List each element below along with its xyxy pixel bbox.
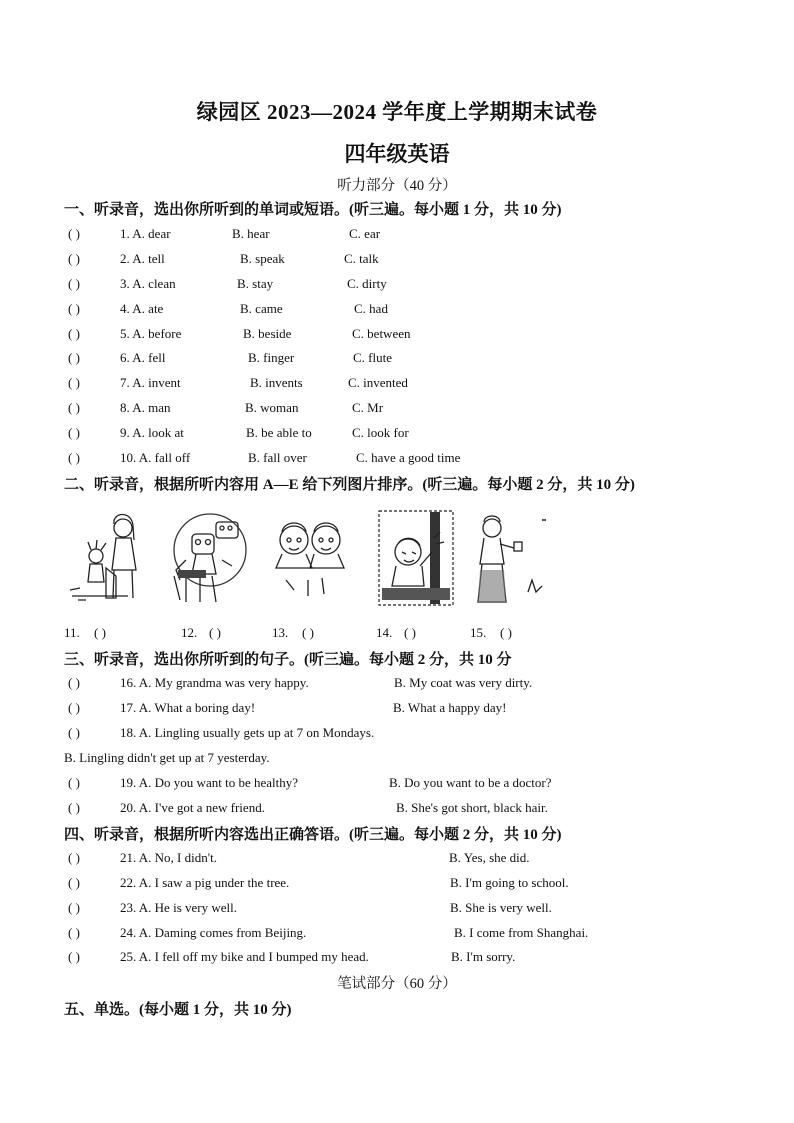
- q23-option-b: B. She is very well.: [450, 900, 552, 915]
- picture-boy-bumped-head: [376, 508, 456, 608]
- q4-option-a: 4. A. ate: [120, 301, 164, 316]
- pic-label-15: 15.: [470, 625, 487, 640]
- q9-option-b: B. be able to: [246, 425, 312, 440]
- q2-option-a: 2. A. tell: [120, 251, 165, 266]
- q7-option-b: B. invents: [250, 375, 303, 390]
- picture-children-talking: [66, 508, 148, 608]
- q5-option-a: 5. A. before: [120, 326, 182, 341]
- q3-option-c: C. dirty: [347, 276, 387, 291]
- answer-bracket[interactable]: ( ): [68, 326, 80, 341]
- q25-option-b: B. I'm sorry.: [451, 949, 516, 964]
- q6-option-b: B. finger: [248, 350, 295, 365]
- q22-option-b: B. I'm going to school.: [450, 875, 569, 890]
- q24-option-b: B. I come from Shanghai.: [454, 925, 589, 940]
- picture-old-woman-cup: [470, 508, 550, 608]
- q22-option-a: 22. A. I saw a pig under the tree.: [120, 875, 290, 890]
- q5-option-b: B. beside: [243, 326, 292, 341]
- q7-option-c: C. invented: [348, 375, 408, 390]
- section-1-heading: 一、听录音，选出你所听到的单词或短语。(听三遍。每小题 1 分，共 10 分): [64, 202, 562, 218]
- q1-option-a: 1. A. dear: [120, 226, 171, 241]
- q10-option-a: 10. A. fall off: [120, 450, 191, 465]
- answer-bracket[interactable]: ( ): [68, 276, 80, 291]
- exam-subtitle: 四年级英语: [344, 142, 450, 166]
- pic-answer-bracket[interactable]: ( ): [404, 625, 416, 640]
- q3-option-a: 3. A. clean: [120, 276, 176, 291]
- exam-title: 绿园区 2023—2024 学年度上学期期末试卷: [196, 100, 598, 124]
- answer-bracket[interactable]: ( ): [68, 875, 80, 890]
- answer-bracket[interactable]: ( ): [68, 925, 80, 940]
- pic-answer-bracket[interactable]: ( ): [500, 625, 512, 640]
- q2-option-c: C. talk: [344, 251, 379, 266]
- listening-part-heading: 听力部分（40 分）: [337, 178, 457, 194]
- q16-option-a: 16. A. My grandma was very happy.: [120, 675, 309, 690]
- answer-bracket[interactable]: ( ): [68, 251, 80, 266]
- q5-option-c: C. between: [352, 326, 411, 341]
- pic-answer-bracket[interactable]: ( ): [302, 625, 314, 640]
- q1-option-b: B. hear: [232, 226, 270, 241]
- q20-option-b: B. She's got short, black hair.: [396, 800, 548, 815]
- picture-two-kids-pencils: [268, 508, 350, 608]
- q23-option-a: 23. A. He is very well.: [120, 900, 237, 915]
- q25-option-a: 25. A. I fell off my bike and I bumped my head.: [120, 949, 369, 964]
- answer-bracket[interactable]: ( ): [68, 850, 80, 865]
- q1-option-c: C. ear: [349, 226, 381, 241]
- q9-option-a: 9. A. look at: [120, 425, 184, 440]
- q4-option-b: B. came: [240, 301, 283, 316]
- writing-part-heading: 笔试部分（60 分）: [337, 976, 457, 992]
- section-3-heading: 三、听录音，选出你所听到的句子。(听三遍。每小题 2 分，共 10 分: [64, 652, 512, 668]
- pic-label-11: 11.: [64, 625, 80, 640]
- q21-option-a: 21. A. No, I didn't.: [120, 850, 217, 865]
- answer-bracket[interactable]: ( ): [68, 949, 80, 964]
- q8-option-b: B. woman: [245, 400, 299, 415]
- answer-bracket[interactable]: ( ): [68, 800, 80, 815]
- section-4-heading: 四、听录音，根据所听内容选出正确答语。(听三遍。每小题 2 分，共 10 分): [64, 827, 562, 843]
- q24-option-a: 24. A. Daming comes from Beijing.: [120, 925, 307, 940]
- section-2-heading: 二、听录音，根据所听内容用 A—E 给下列图片排序。(听三遍。每小题 2 分，共 10 分): [64, 477, 635, 493]
- q2-option-b: B. speak: [240, 251, 285, 266]
- q6-option-c: C. flute: [353, 350, 392, 365]
- q4-option-c: C. had: [354, 301, 388, 316]
- q19-option-a: 19. A. Do you want to be healthy?: [120, 775, 298, 790]
- q21-option-b: B. Yes, she did.: [449, 850, 530, 865]
- q9-option-c: C. look for: [352, 425, 409, 440]
- pic-answer-bracket[interactable]: ( ): [209, 625, 221, 640]
- q3-option-b: B. stay: [237, 276, 274, 291]
- q17-option-b: B. What a happy day!: [393, 700, 507, 715]
- q16-option-b: B. My coat was very dirty.: [394, 675, 533, 690]
- answer-bracket[interactable]: ( ): [68, 775, 80, 790]
- pic-label-12: 12.: [181, 625, 198, 640]
- q17-option-a: 17. A. What a boring day!: [120, 700, 256, 715]
- answer-bracket[interactable]: ( ): [68, 400, 80, 415]
- answer-bracket[interactable]: ( ): [68, 375, 80, 390]
- picture-robot-thinking: [166, 508, 250, 608]
- section-5-heading: 五、单选。(每小题 1 分，共 10 分): [64, 1002, 292, 1018]
- answer-bracket[interactable]: ( ): [68, 700, 80, 715]
- answer-bracket[interactable]: ( ): [68, 675, 80, 690]
- q18-option-b: B. Lingling didn't get up at 7 yesterday.: [64, 750, 270, 765]
- q18-option-a: 18. A. Lingling usually gets up at 7 on Mondays.: [120, 725, 375, 740]
- q20-option-a: 20. A. I've got a new friend.: [120, 800, 265, 815]
- answer-bracket[interactable]: ( ): [68, 350, 80, 365]
- pic-answer-bracket[interactable]: ( ): [94, 625, 106, 640]
- answer-bracket[interactable]: ( ): [68, 226, 80, 241]
- pic-label-14: 14.: [376, 625, 393, 640]
- q8-option-a: 8. A. man: [120, 400, 171, 415]
- answer-bracket[interactable]: ( ): [68, 725, 80, 740]
- answer-bracket[interactable]: ( ): [68, 425, 80, 440]
- q6-option-a: 6. A. fell: [120, 350, 166, 365]
- q10-option-c: C. have a good time: [356, 450, 461, 465]
- q10-option-b: B. fall over: [248, 450, 307, 465]
- q7-option-a: 7. A. invent: [120, 375, 181, 390]
- pic-label-13: 13.: [272, 625, 289, 640]
- answer-bracket[interactable]: ( ): [68, 900, 80, 915]
- answer-bracket[interactable]: ( ): [68, 301, 80, 316]
- q19-option-b: B. Do you want to be a doctor?: [389, 775, 552, 790]
- q8-option-c: C. Mr: [352, 400, 384, 415]
- answer-bracket[interactable]: ( ): [68, 450, 80, 465]
